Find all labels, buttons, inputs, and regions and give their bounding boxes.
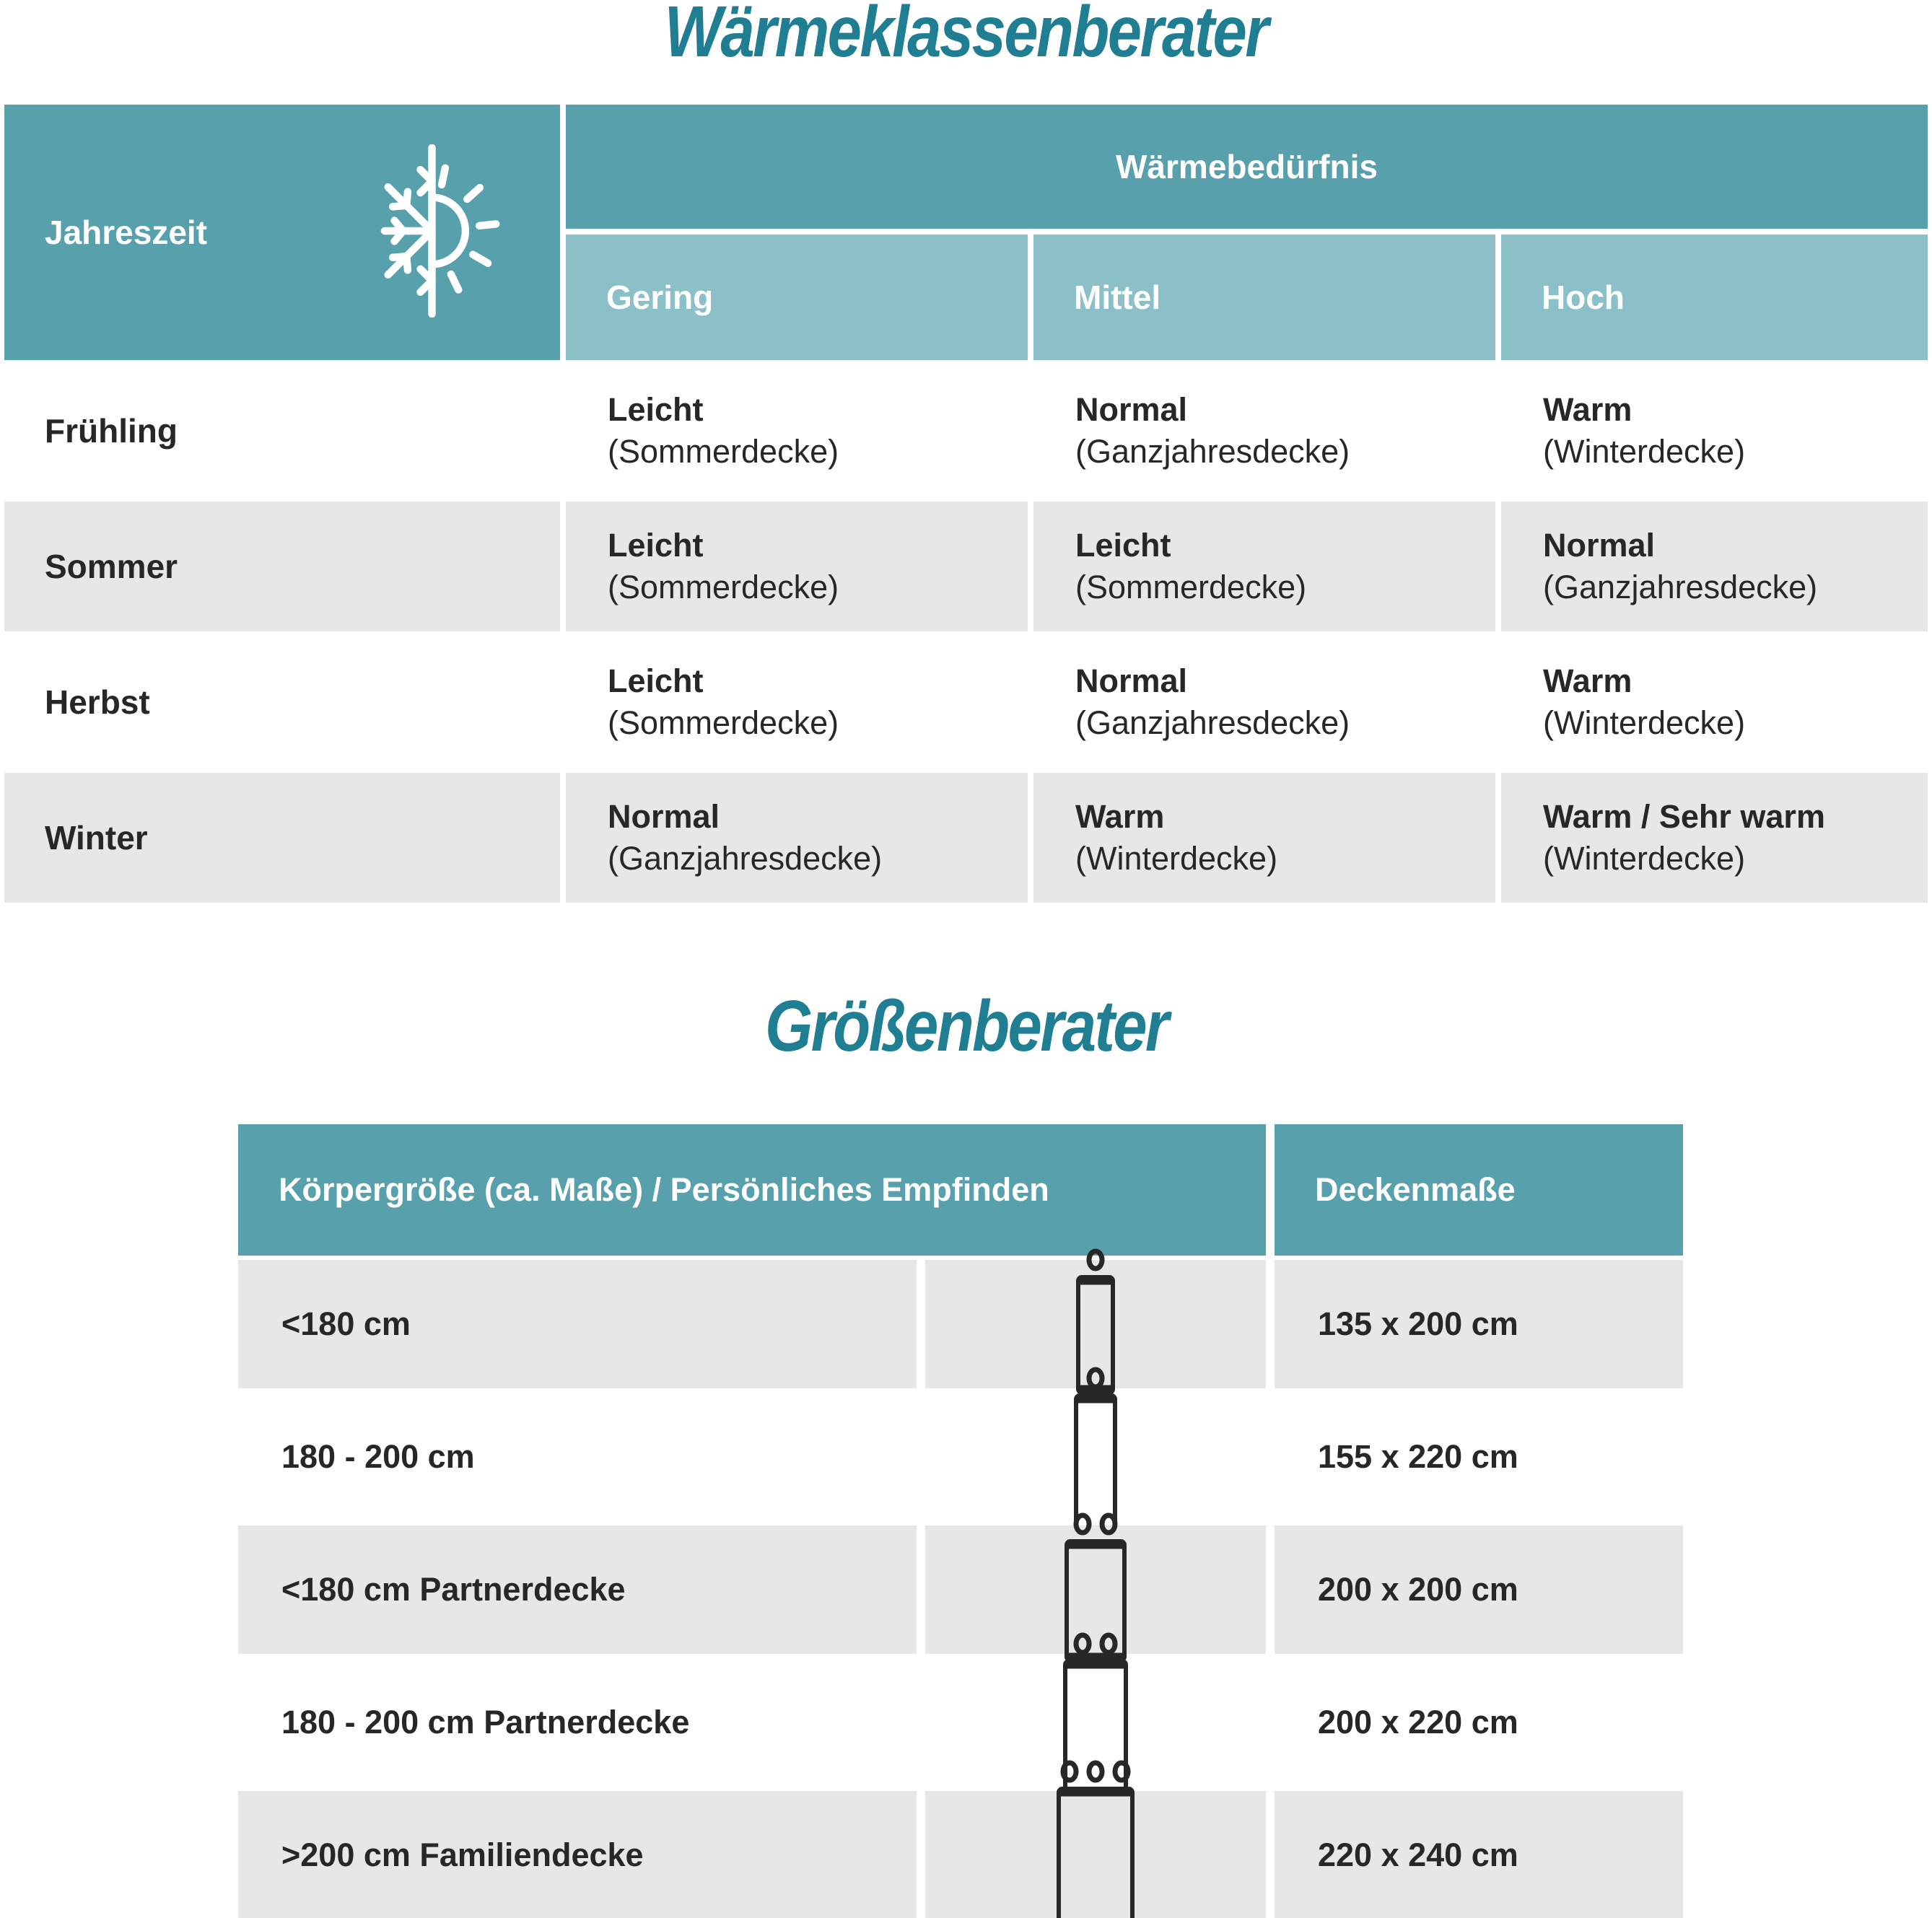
blanket-size: 200 x 220 cm — [1318, 1704, 1518, 1740]
size-row-label: >200 cm Familiendecke — [238, 1791, 917, 1918]
size-table — [238, 1124, 1692, 1918]
season-label: Winter — [4, 773, 560, 903]
warmth-cell — [566, 502, 1028, 631]
size-row-icon-cell — [925, 1791, 1266, 1918]
level-header-mittel: Mittel — [1033, 235, 1495, 360]
warmth-level: Normal — [1075, 391, 1188, 428]
warmth-level: Leicht — [608, 662, 704, 699]
warmth-level: Warm — [1543, 662, 1632, 699]
size-row-label: 180 - 200 cm — [281, 1438, 475, 1475]
blanket-type: (Ganzjahresdecke) — [608, 840, 883, 877]
size-row-label: <180 cm Partnerdecke — [238, 1525, 917, 1654]
warmth-table — [4, 105, 1928, 903]
blanket-type: (Winterdecke) — [1543, 433, 1746, 470]
warmth-cell — [1501, 502, 1928, 631]
size-row-label: 180 - 200 cm Partnerdecke — [281, 1704, 690, 1740]
warmth-cell — [566, 637, 1028, 767]
blanket-size: 155 x 220 cm — [1318, 1438, 1518, 1475]
warmth-level: Normal — [1543, 527, 1656, 564]
warmth-level: Warm — [1543, 391, 1632, 428]
level-header-gering: Gering — [566, 235, 1028, 360]
warmth-cell — [566, 366, 1028, 496]
size-table-title-text: Größenberater — [764, 986, 1168, 1067]
blanket-size: 135 x 200 cm — [1275, 1260, 1683, 1388]
blanket-type: (Ganzjahresdecke) — [1075, 433, 1350, 470]
warmth-level: Normal — [1075, 662, 1188, 699]
season-header-cell — [4, 105, 560, 360]
warmth-level: Warm / Sehr warm — [1543, 798, 1825, 835]
blanket-type: (Sommerdecke) — [608, 704, 839, 741]
warmth-cell — [1501, 637, 1928, 767]
blanket-size: 220 x 240 cm — [1275, 1791, 1683, 1918]
blanket-type: (Winterdecke) — [1543, 840, 1746, 877]
level-header-hoch: Hoch — [1501, 235, 1928, 360]
season-label: Herbst — [45, 683, 150, 721]
blanket-type: (Sommerdecke) — [1075, 569, 1307, 605]
size-table-title — [0, 986, 1932, 1067]
warmth-cell — [1033, 366, 1495, 496]
blanket-type: (Ganzjahresdecke) — [1075, 704, 1350, 741]
blanket-type: (Sommerdecke) — [608, 433, 839, 470]
warmth-cell — [1033, 637, 1495, 767]
season-header-label: Jahreszeit — [45, 214, 208, 251]
season-label: Sommer — [4, 502, 560, 631]
warmth-level: Leicht — [608, 391, 704, 428]
blanket-type: (Winterdecke) — [1543, 704, 1746, 741]
season-label: Frühling — [45, 412, 178, 450]
warmth-level: Leicht — [608, 527, 704, 564]
blanket-type: (Winterdecke) — [1075, 840, 1278, 877]
blanket-size-header: Deckenmaße — [1275, 1124, 1683, 1256]
blanket-size: 200 x 200 cm — [1275, 1525, 1683, 1654]
warmth-cell — [1501, 366, 1928, 496]
size-row-label: <180 cm — [238, 1260, 917, 1388]
warmth-cell — [1033, 773, 1495, 903]
blanket-type: (Sommerdecke) — [608, 569, 839, 605]
warmth-cell — [566, 773, 1028, 903]
warmth-level: Warm — [1075, 798, 1165, 835]
warmth-level: Normal — [608, 798, 720, 835]
size-row-icon-cell — [925, 1393, 1266, 1521]
blanket-type: (Ganzjahresdecke) — [1543, 569, 1818, 605]
warmth-table-title — [0, 0, 1932, 72]
warmth-need-header: Wärmebedürfnis — [566, 105, 1928, 229]
snowflake-sun-icon — [360, 144, 515, 321]
three-persons-icon — [1054, 1759, 1137, 1918]
warmth-cell — [1033, 502, 1495, 631]
warmth-table-title-text: Wärmeklassenberater — [664, 0, 1268, 72]
body-height-header: Körpergröße (ca. Maße) / Persönliches Empfinden — [238, 1124, 1266, 1256]
warmth-cell — [1501, 773, 1928, 903]
warmth-level: Leicht — [1075, 527, 1171, 564]
